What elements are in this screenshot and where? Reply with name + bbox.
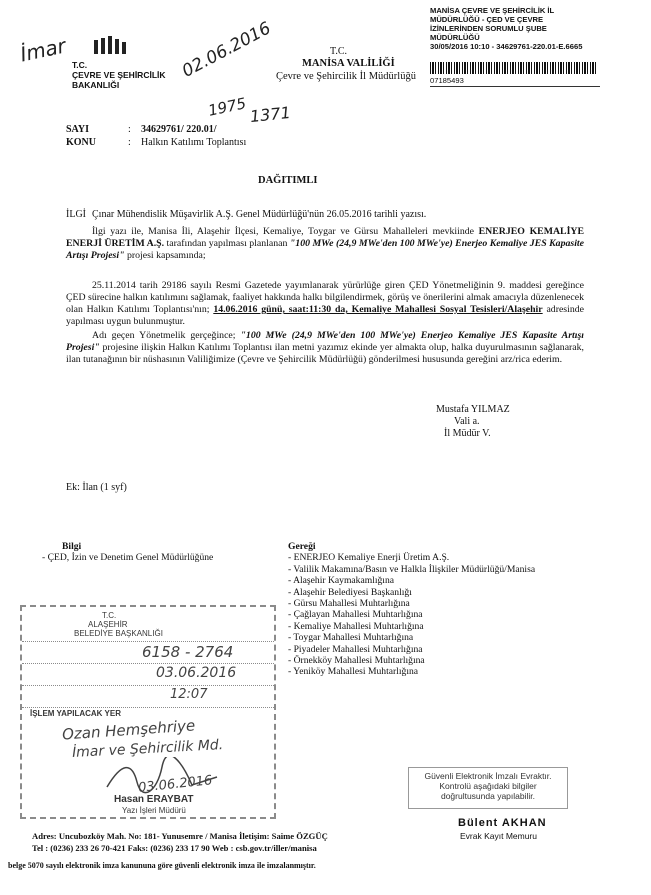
paragraph-1: [66, 226, 584, 262]
p3-intro: Adı geçen Yönetmelik gerçeğince;: [92, 330, 236, 341]
footer-contact: Tel : (0236) 233 26 70-421 Faks: (0236) 233 17 90 Web : csb.gov.tr/iller/manisa: [32, 843, 317, 853]
handwritten-note-imar: İmar: [18, 33, 68, 67]
receipt-stamp: [20, 605, 276, 819]
tracking-line-2: MÜDÜRLÜĞÜ - ÇED VE ÇEVRE: [430, 15, 544, 24]
e-sign-officer-name: Bülent AKHAN: [458, 817, 547, 829]
signer-title-1: Vali a.: [454, 416, 480, 427]
stamp-date: 03.06.2016: [156, 665, 237, 681]
tracking-line-3: İZİNLERİNDEN SORUMLU ŞUBE: [430, 24, 547, 33]
handwritten-date: 02.06.2016: [179, 18, 275, 82]
geregi-item: - Kemaliye Mahallesi Muhtarlığına: [288, 620, 424, 632]
geregi-list: [288, 541, 535, 678]
bilgi-list: [42, 541, 213, 564]
barcode-number: 07185493: [430, 76, 464, 85]
clerk-name: Hasan ERAYBAT: [114, 794, 194, 805]
stamp-number: 6158 - 2764: [142, 643, 234, 661]
signature-block: [436, 404, 510, 440]
sayi-colon: :: [128, 124, 131, 135]
e-sign-line-3: doğrultusunda yapılabilir.: [440, 791, 536, 801]
footer-address: Adres: Uncubozköy Mah. No: 181- Yunusemre / Manisa İletişim: Saime ÖZGÜÇ: [32, 831, 328, 841]
konu-colon: :: [128, 137, 131, 148]
ministry-logo-icon: [92, 36, 128, 58]
e-sign-line-1: Güvenli Elektronik İmzalı Evraktır.: [424, 771, 552, 781]
header-tc: T.C.: [330, 46, 348, 57]
e-sign-line-2: Kontrolü aşağıdaki bilgiler: [439, 781, 537, 791]
sign-date: 03.06.2016: [137, 773, 214, 796]
geregi-item: - Toygar Mahallesi Muhtarlığına: [288, 632, 414, 644]
stamp-line-2: ALAŞEHİR: [88, 620, 128, 629]
ministry-tc: T.C.: [72, 60, 88, 70]
geregi-item: - Gürsu Mahallesi Muhtarlığına: [288, 598, 410, 610]
header-valilik: MANİSA VALİLİĞİ: [302, 58, 395, 69]
p2-meeting-info: 14.06.2016 günü, saat:11:30 da, Kemaliye Mahallesi Sosyal Tesisleri/Alaşehir: [213, 304, 543, 315]
header-mudurluk: Çevre ve Şehircilik İl Müdürlüğü: [276, 71, 416, 82]
stamp-line-1: T.C.: [102, 611, 117, 620]
barcode-icon: [430, 62, 598, 74]
ilgi-label: İLGİ: [66, 209, 86, 220]
tracking-line-5: 30/05/2016 10:10 - 34629761-220.01-E.6665: [430, 42, 583, 51]
geregi-item: - Alaşehir Belediyesi Başkanlığı: [288, 586, 412, 598]
signer-title-2: İl Müdür V.: [444, 428, 491, 439]
footer-e-signature-notice: belge 5070 sayılı elektronik imza kanununa göre güvenli elektronik imza ile imzalanmıştır.: [8, 861, 316, 870]
geregi-item: - Örnekköy Mahallesi Muhtarlığına: [288, 655, 425, 667]
signer-name: Mustafa YILMAZ: [436, 404, 510, 415]
geregi-item: - ENERJEO Kemaliye Enerji Üretim A.Ş.: [288, 552, 450, 564]
attachment-note: Ek: İlan (1 syf): [66, 482, 127, 493]
p1-company: ENERJEO KEMALİYE ENERJİ ÜRETİM A.Ş.: [66, 226, 584, 249]
e-sign-verification-box: [408, 767, 568, 809]
p1-end: projesi kapsamında;: [126, 250, 206, 261]
p3-project: "100 MWe (24,9 MWe'den 100 MWe'ye) Enerjeo Kemaliye JES Kapasite Artışı Projesi": [66, 330, 585, 353]
tracking-line-1: MANİSA ÇEVRE VE ŞEHİRCİLİK İL: [430, 6, 555, 15]
geregi-item: - Çağlayan Mahallesi Muhtarlığına: [288, 609, 423, 621]
geregi-item: - Alaşehir Kaymakamlığına: [288, 575, 395, 587]
bilgi-heading: Bilgi: [62, 541, 82, 552]
geregi-item: - Yeniköy Mahallesi Muhtarlığına: [288, 666, 419, 678]
bilgi-item: - ÇED, İzin ve Denetim Genel Müdürlüğüne: [42, 552, 214, 564]
document-title: DAĞITIMLI: [258, 175, 318, 186]
sayi-label: SAYI: [66, 124, 89, 135]
geregi-heading: Gereği: [288, 541, 316, 552]
paragraph-2: [66, 280, 584, 328]
sayi-value: 34629761/ 220.01/: [141, 124, 217, 135]
tracking-line-4: MÜDÜRLÜĞÜ: [430, 33, 480, 42]
stamp-time: 12:07: [170, 687, 208, 702]
paragraph-3: [66, 330, 584, 366]
tracking-stamp: [430, 6, 600, 51]
clerk-title: Yazı İşleri Müdürü: [122, 806, 186, 815]
stamp-line-3: BELEDİYE BAŞKANLIĞI: [74, 629, 163, 638]
p1-intro: İlgi yazı ile, Manisa İli, Alaşehir İlçesi, Kemaliye, Toygar ve Gürsu Mahalleleri mevkiinde: [92, 226, 474, 237]
geregi-item: - Piyadeler Mahallesi Muhtarlığına: [288, 643, 423, 655]
konu-value: Halkın Katılımı Toplantısı: [141, 137, 247, 148]
ministry-name-line2: BAKANLIĞI: [72, 80, 120, 90]
handwritten-note-2: İmar ve Şehircilik Md.: [71, 737, 224, 761]
handwritten-number-1: 1975: [206, 94, 248, 120]
p1-project: "100 MWe (24,9 MWe'den 100 MWe'ye) Enerjeo Kemaliye JES Kapasite Artışı Projesi": [66, 238, 584, 261]
handwritten-note-1: Ozan Hemşehriye: [61, 716, 196, 744]
p2-intro: 25.11.2014 tarih 29186 sayılı Resmi Gazetede yayımlanarak yürürlüğe giren ÇED Yönetmeliğinin 9. maddesi gereğince ÇED sürecine halkın katılımını sağlamak, faaliyet hakkında halkı bilgilendirmek, görüş ve önerilerini almak amacıyla düzenlenecek olan Halkın Katılımı Toplantısı'nın;: [66, 280, 584, 315]
handwritten-number-2: 1371: [249, 102, 292, 127]
konu-label: KONU: [66, 137, 96, 148]
p3-end: projesine ilişkin Halkın Katılımı Toplantısı ilan metni yazımız ekinde yer almakta olup, halka duyurulmasının sağlanarak, ilan tutanağının bir nüshasının Valiliğimize (Çevre ve Şehircilik Müdürlüğü) gönderilmesi hususunda gereğini arz/rica ederim.: [66, 342, 585, 365]
geregi-item: - Valilik Makamına/Basın ve Halkla İlişkiler Müdürlüğü/Manisa: [288, 563, 536, 575]
p1-mid: tarafından yapılması planlanan: [166, 238, 288, 249]
ilgi-text: Çınar Mühendislik Müşavirlik A.Ş. Genel Müdürlüğü'nün 26.05.2016 tarihli yazısı.: [92, 209, 427, 220]
p2-end: adresinde yapılması uygun bulunmuştur.: [66, 304, 584, 327]
stamp-line-4: İŞLEM YAPILACAK YER: [30, 709, 121, 718]
ministry-name-line1: ÇEVRE VE ŞEHİRCİLİK: [72, 70, 166, 80]
divider: [430, 86, 600, 87]
e-sign-officer-title: Evrak Kayıt Memuru: [460, 831, 537, 841]
